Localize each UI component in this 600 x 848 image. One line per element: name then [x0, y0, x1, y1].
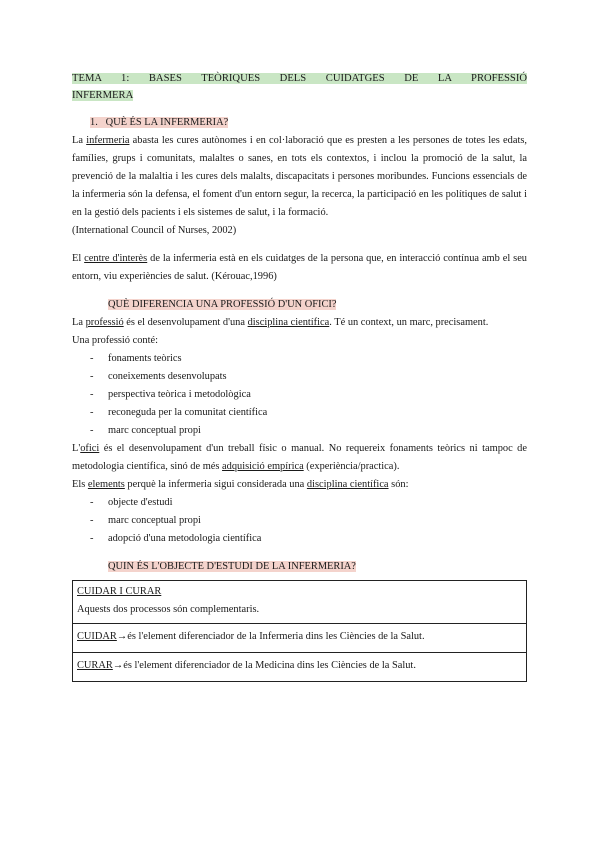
- term-cuidar: CUIDAR: [77, 631, 117, 642]
- document-page: [72, 70, 527, 682]
- section-heading-what-is-nursing: 1. QUÈ ÉS LA INFERMERIA?: [90, 117, 229, 128]
- term-curar: CURAR: [77, 660, 113, 671]
- box-row-cuidar-curar: [73, 581, 526, 623]
- page-title-line2: INFERMERA: [72, 90, 134, 101]
- list-item: - fonaments teòrics: [72, 350, 527, 368]
- profession-contains-list: [72, 350, 527, 440]
- box-row-cuidar: CUIDAR→és l'element diferenciador de la Infermeria dins les Ciències de la Salut.: [73, 623, 526, 652]
- page-title-line1: TEMA 1: BASES TEÒRIQUES DELS CUIDATGES DE LA PROFESSIÓ: [72, 73, 527, 84]
- term-disciplina-cientifica: disciplina científica: [247, 317, 330, 328]
- term-centre-interes: centre d'interès: [84, 253, 148, 264]
- citation-icn: (International Council of Nurses, 2002): [72, 225, 237, 236]
- term-adquisicio-empirica: adquisició empírica: [222, 461, 304, 472]
- term-ofici: ofici: [80, 443, 100, 454]
- elements-list: [72, 494, 527, 548]
- profession-paragraph: La professió és el desenvolupament d'una disciplina científica. Té un context, un marc, precisament.: [72, 317, 489, 328]
- list-item: - coneixements desenvolupats: [72, 368, 527, 386]
- elements-paragraph: Els elements perquè la infermeria sigui considerada una disciplina científica són:: [72, 479, 409, 490]
- box-text: Aquests dos processos són complementaris.: [77, 604, 260, 615]
- term-elements: elements: [87, 479, 125, 490]
- term-infermeria: infermeria: [86, 135, 130, 146]
- centre-of-interest-paragraph: El centre d'interès de la infermeria està en els cuidatges de la persona que, en interacció contínua amb el seu entorn, viu experiències de salut. (Kérouac,1996): [72, 253, 527, 282]
- list-item: - objecte d'estudi: [72, 494, 527, 512]
- list-item: - perspectiva teòrica i metodològica: [72, 386, 527, 404]
- section-heading-profession-vs-trade: QUÈ DIFERENCIA UNA PROFESSIÓ D'UN OFICI?: [108, 299, 337, 310]
- box-row-curar: CURAR→és l'element diferenciador de la Medicina dins les Ciències de la Salut.: [73, 652, 526, 681]
- term-disciplina-cientifica-2: disciplina científica: [306, 479, 389, 490]
- list-item: - marc conceptual propi: [72, 512, 527, 530]
- list-item: - reconeguda per la comunitat científica: [72, 404, 527, 422]
- section-heading-object-of-study: QUIN ÉS L'OBJECTE D'ESTUDI DE LA INFERMERIA?: [108, 561, 356, 572]
- object-of-study-box: [72, 580, 527, 682]
- term-professio: professió: [85, 317, 124, 328]
- box-title: CUIDAR I CURAR: [77, 586, 162, 597]
- list-item: - marc conceptual propi: [72, 422, 527, 440]
- trade-paragraph: L'ofici és el desenvolupament d'un treball físic o manual. No requereix fonaments teòrics ni tampoc de metodologia científica, sinó de més adquisició empírica (experiència/practica).: [72, 443, 527, 472]
- profession-contains-label: Una professió conté:: [72, 335, 158, 346]
- list-item: - adopció d'una metodologia científica: [72, 530, 527, 548]
- nursing-definition-paragraph: La infermeria abasta les cures autònomes i en col·laboració que es presten a les persones de totes les edats, famílies, grups i comunitats, malaltes o sanes, en tots els contextos, i inclou la promoció de la salut, la prevenció de la malaltia i les cures dels malalts, discapacitats i persones moribundes. Funcions essencials de la infermeria són la defensa, el foment d'un entorn segur, la recerca, la participació en les polítiques de salut i en la gestió dels pacients i els sistemes de salut, i la formació.: [72, 135, 527, 218]
